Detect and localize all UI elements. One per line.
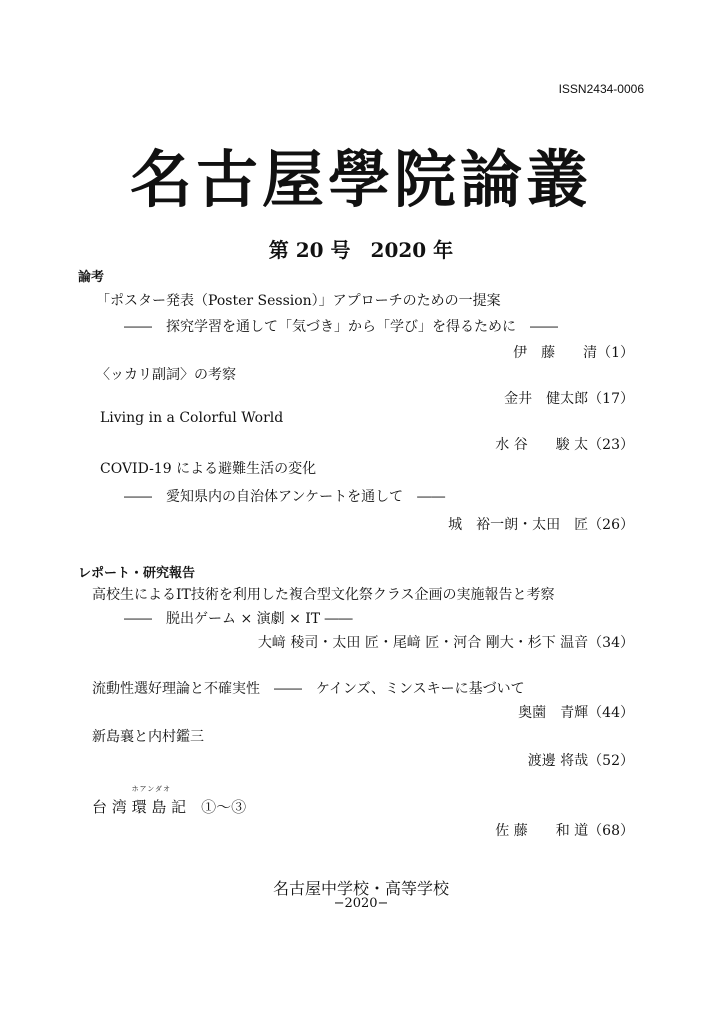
publication-year: −2020−	[333, 896, 389, 911]
article-author: 伊 藤 清（1）	[513, 345, 634, 361]
title-rest: 記 ①〜③	[171, 798, 247, 816]
article-author: 水 谷 駿 太（23）	[495, 437, 634, 453]
article-title-taiwan	[92, 785, 247, 817]
article-author: 佐 藤 和 道（68）	[495, 823, 634, 839]
article-title: 流動性選好理論と不確実性 ―― ケインズ、ミンスキーに基づいて	[92, 681, 525, 697]
article-title: 「ポスター発表（Poster Session）」アプローチのための一提案	[96, 293, 501, 309]
article-author: 渡邊 将哉（52）	[527, 753, 634, 769]
ruby-group	[131, 785, 172, 817]
publisher: 名古屋中学校・高等学校	[272, 879, 449, 898]
article-author: 大﨑 稜司・太田 匠・尾﨑 匠・河合 剛大・杉下 温音（34）	[257, 635, 634, 651]
article-title: Living in a Colorful World	[100, 410, 284, 426]
article-author: 城 裕一朗・太田 匠（26）	[448, 517, 634, 533]
ruby-base: 環 島	[131, 798, 167, 816]
article-title: 〈ッカリ副詞〉の考察	[96, 367, 236, 383]
article-title: 高校生によるIT技術を利用した複合型文化祭クラス企画の実施報告と考察	[92, 587, 555, 603]
article-subtitle: ―― 脱出ゲーム × 演劇 × IT ――	[124, 611, 353, 627]
issue-line: 第 20 号 2020 年	[268, 238, 454, 262]
article-title: 新島襄と内村鑑三	[92, 729, 204, 745]
section-heading-reports: レポート・研究報告	[78, 566, 196, 581]
article-title: COVID-19 による避難生活の変化	[100, 461, 317, 477]
article-subtitle: ―― 探究学習を通して「気づき」から「学び」を得るために ――	[124, 319, 558, 335]
journal-title: 名古屋學院論叢	[129, 143, 592, 216]
title-main: 台 湾	[92, 798, 127, 816]
article-subtitle: ―― 愛知県内の自治体アンケートを通して ――	[124, 489, 446, 505]
article-author: 奥薗 青輝（44）	[518, 705, 634, 721]
issn-number: ISSN2434-0006	[558, 82, 644, 96]
article-author: 金井 健太郎（17）	[504, 391, 634, 407]
ruby-text: ホアンダオ	[131, 785, 172, 793]
section-heading-ronko: 論考	[78, 270, 105, 285]
